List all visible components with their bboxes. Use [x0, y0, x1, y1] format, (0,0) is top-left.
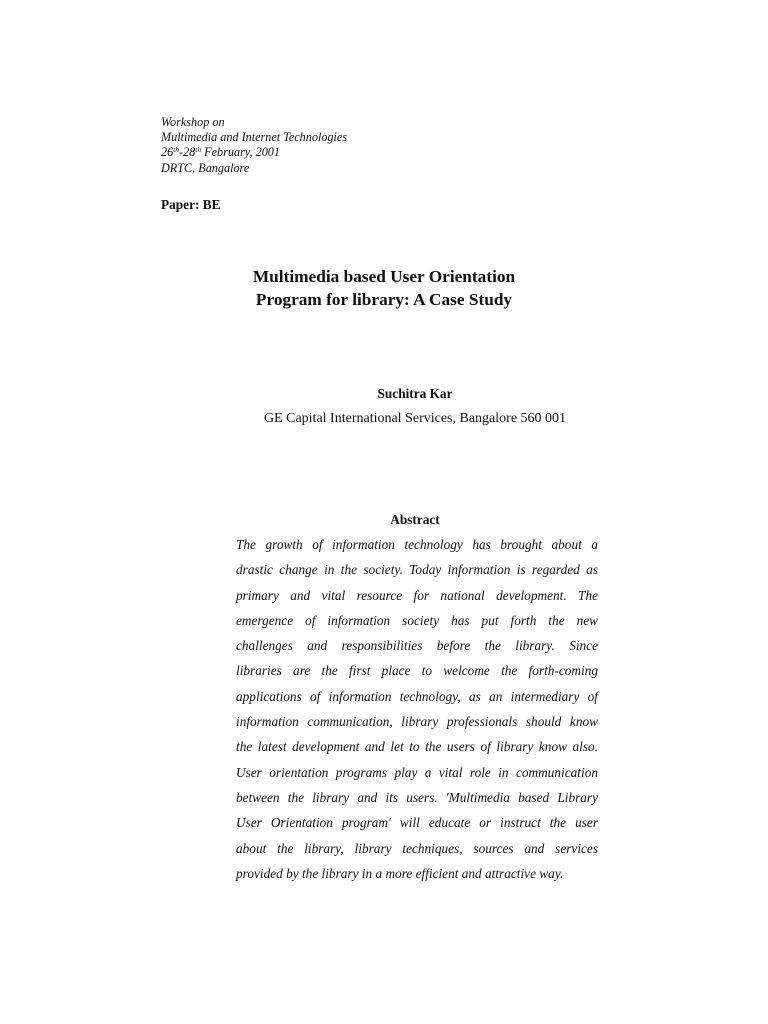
abstract-line: about the library, library techniques, sources and services: [236, 840, 598, 856]
abstract-line: provided by the library in a more efficient and attractive way.: [236, 865, 564, 881]
abstract-line: The growth of information technology has brought about a: [236, 537, 598, 552]
abstract-line: emergence of information society has put forth the new: [236, 612, 598, 628]
abstract-line: User Orientation program' will educate or instruct the user: [236, 815, 598, 831]
workshop-name: Multimedia and Internet Technologies: [161, 130, 348, 145]
author-affiliation: GE Capital International Services, Bangalore 560 001: [263, 411, 567, 426]
abstract-line: applications of information technology, as an intermediary of: [236, 688, 598, 704]
abstract-body: [236, 532, 598, 886]
paper-title: [0, 266, 768, 311]
abstract-line: User orientation programs play a vital role in communication: [236, 764, 598, 780]
workshop-line: Workshop on: [161, 115, 225, 129]
abstract-line: primary and vital resource for national development. The: [236, 587, 598, 603]
title-line: Multimedia based User Orientation: [252, 267, 516, 286]
abstract-line: the latest development and let to the users of library know also.: [236, 739, 598, 755]
workshop-date: 26th-28th February, 2001: [161, 145, 280, 160]
abstract-line: drastic change in the society. Today information is regarded as: [236, 562, 598, 578]
abstract-line: libraries are the first place to welcome the forth-coming: [236, 663, 598, 679]
abstract-heading: Abstract: [390, 512, 440, 527]
paper-label: Paper: BE: [161, 197, 221, 212]
workshop-header: [161, 115, 347, 176]
abstract-line: challenges and responsibilities before the library. Since: [236, 638, 598, 654]
workshop-venue: DRTC, Bangalore: [161, 160, 250, 175]
abstract-line: between the library and its users. 'Multimedia based Library: [236, 789, 598, 805]
abstract-line: information communication, library professionals should know: [236, 714, 598, 730]
title-line: Program for library: A Case Study: [255, 289, 513, 309]
author-name: Suchitra Kar: [377, 386, 453, 401]
